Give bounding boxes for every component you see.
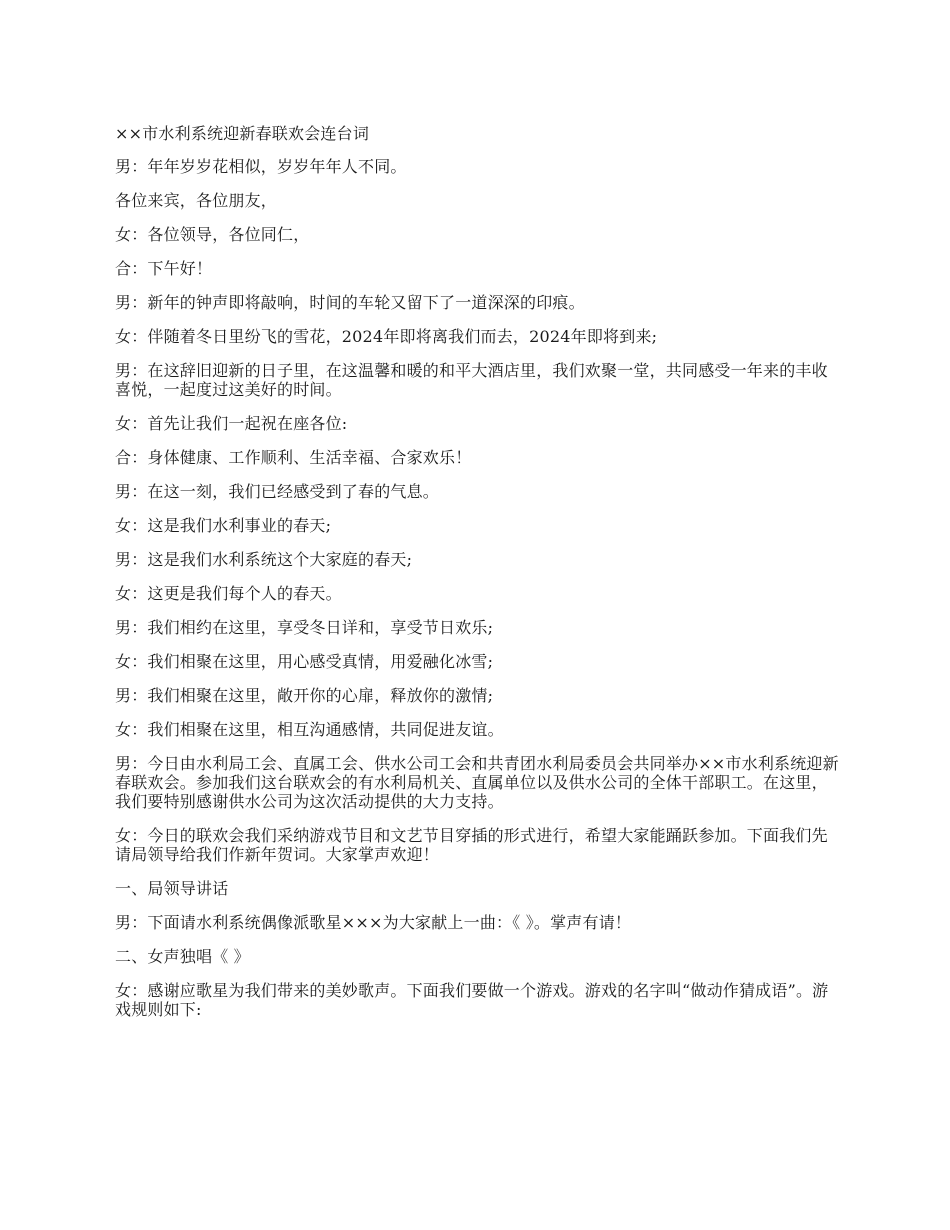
section-heading: 一、局领导讲话 <box>115 879 229 898</box>
paragraph: 合：身体健康、工作顺利、生活幸福、合家欢乐！ <box>115 448 472 467</box>
paragraph: 女：伴随着冬日里纷飞的雪花，2024年即将离我们而去，2024年即将到来; <box>115 327 658 346</box>
paragraph: 女：首先让我们一起祝在座各位: <box>115 414 348 433</box>
paragraph: 女：这是我们水利事业的春天; <box>115 516 332 535</box>
paragraph: 女：这更是我们每个人的春天。 <box>115 584 342 603</box>
document-body <box>115 124 843 1034</box>
paragraph: 男：年年岁岁花相似，岁岁年年人不同。 <box>115 157 407 176</box>
paragraph: 合：下午好！ <box>115 259 213 278</box>
section-heading: 二、女声独唱《 》 <box>115 947 250 966</box>
paragraph: 男：今日由水利局工会、直属工会、供水公司工会和共青团水利局委员会共同举办××市水利系统迎新春联欢会。参加我们这台联欢会的有水利局机关、直属单位以及供水公司的全体干部职工。在这里，我们要特别感谢供水公司为这次活动提供的大力支持。 <box>115 754 839 811</box>
paragraph: 男：这是我们水利系统这个大家庭的春天; <box>115 550 413 569</box>
paragraph: 男：我们相聚在这里，敞开你的心扉，释放你的激情; <box>115 686 494 705</box>
paragraph: 女：我们相聚在这里，用心感受真情，用爱融化冰雪; <box>115 652 494 671</box>
paragraph: 女：各位领导，各位同仁， <box>115 225 310 244</box>
paragraph: 男：下面请水利系统偶像派歌星×××为大家献上一曲：《 》。掌声有请！ <box>115 913 632 932</box>
paragraph: 女：感谢应歌星为我们带来的美妙歌声。下面我们要做一个游戏。游戏的名字叫“做动作猜成语”。游戏规则如下: <box>115 981 829 1019</box>
paragraph: 男：在这一刻，我们已经感受到了春的气息。 <box>115 482 440 501</box>
paragraph: 男：在这辞旧迎新的日子里，在这温馨和暖的和平大酒店里，我们欢聚一堂，共同感受一年来的丰收喜悦，一起度过这美好的时间。 <box>115 361 828 399</box>
document-title: ××市水利系统迎新春联欢会连台词 <box>115 124 370 143</box>
paragraph: 女：今日的联欢会我们采纳游戏节目和文艺节目穿插的形式进行，希望大家能踊跃参加。下面我们先请局领导给我们作新年贺词。大家掌声欢迎！ <box>115 826 828 864</box>
paragraph: 男：我们相约在这里，享受冬日详和，享受节日欢乐; <box>115 618 494 637</box>
paragraph: 各位来宾，各位朋友， <box>115 191 278 210</box>
paragraph: 男：新年的钟声即将敲响，时间的车轮又留下了一道深深的印痕。 <box>115 293 585 312</box>
paragraph: 女：我们相聚在这里，相互沟通感情，共同促进友谊。 <box>115 720 504 739</box>
